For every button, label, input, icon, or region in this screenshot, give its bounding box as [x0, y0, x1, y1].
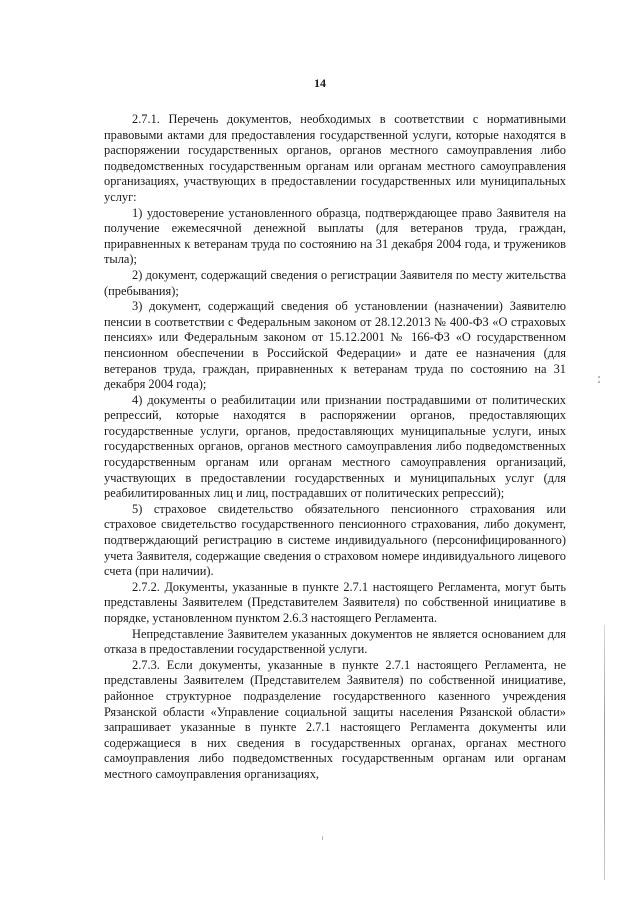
list-item-3: 3) документ, содержащий сведения об установлении (назначении) Заявителю пенсии в соответствии с Федеральным законом от 28.12.2013 № 400-ФЗ «О страховых пенсиях» или Федеральным законом от 15.12.2001 № 166-ФЗ «О государственном пенсионном обеспечении в Российской Федерации» и дате ее назначения (для ветеранов труда, граждан, приравненных к ветеранам труда по состоянию на 31 декабря 2004 года);	[104, 299, 566, 392]
scan-edge-line	[604, 625, 605, 880]
list-item-2: 2) документ, содержащий сведения о регистрации Заявителя по месту жительства (пребывания);	[104, 267, 566, 298]
scan-artifact	[322, 836, 323, 840]
list-item-4: 4) документы о реабилитации или признании пострадавшими от политических репрессий, которые находятся в распоряжении органов, предоставляющих государственные услуги, органов, предоставляющих муниципальные услуги, иных государственных органов, органов местного самоуправления либо подведомственных государственным органам или органам местного самоуправления организаций, участвующих в предоставлении государственных и муниципальных услуг (для реабилитированных лиц и лиц, пострадавших от политических репрессий);	[104, 392, 566, 501]
page-number: 14	[314, 76, 326, 90]
list-item-1: 1) удостоверение установленного образца, подтверждающее право Заявителя на получение ежемесячной денежной выплаты (для ветеранов труда, граждан, приравненных к ветеранам труда по состоянию на 31 декабря 2004 года, и тружеников тыла);	[104, 205, 566, 267]
scan-artifact	[598, 381, 600, 383]
paragraph-2-7-1: 2.7.1. Перечень документов, необходимых в соответствии с нормативными правовыми актами для предоставления государственной услуги, которые находятся в распоряжении государственных органов, органов местного самоуправления либо подведомственных государственным органам или органам местного самоуправления организациях, участвующих в предоставлении государственных или муниципальных услуг:	[104, 112, 566, 204]
paragraph-non-submission: Непредставление Заявителем указанных документов не является основанием для отказа в предоставлении государственной услуги.	[104, 626, 566, 657]
paragraph-2-7-3: 2.7.3. Если документы, указанные в пункте 2.7.1 настоящего Регламента, не представлены Заявителем (Представителем Заявителя) по собственной инициативе, районное структурное подразделение государственного казенного учреждения Рязанской области «Управление социальной защиты населения Рязанской области» запрашивает указанные в пункте 2.7.1 настоящего Регламента документы или содержащиеся в них сведения в государственных органах, органах местного самоуправления либо подведомственных государственным органам или органам местного самоуправления организациях,	[104, 657, 566, 781]
document-body	[104, 112, 566, 783]
list-item-5: 5) страховое свидетельство обязательного пенсионного страхования или страховое свидетельство государственного пенсионного страхования, либо документ, подтверждающий регистрацию в системе индивидуального (персонифицированного) учета Заявителя, содержащие сведения о страховом номере индивидуального лицевого счета (при наличии).	[104, 501, 566, 579]
scan-artifact	[598, 376, 600, 378]
paragraph-2-7-2: 2.7.2. Документы, указанные в пункте 2.7.1 настоящего Регламента, могут быть представлены Заявителем (Представителем Заявителя) по собственной инициативе в порядке, установленном пунктом 2.6.3 настоящего Регламента.	[104, 579, 566, 625]
